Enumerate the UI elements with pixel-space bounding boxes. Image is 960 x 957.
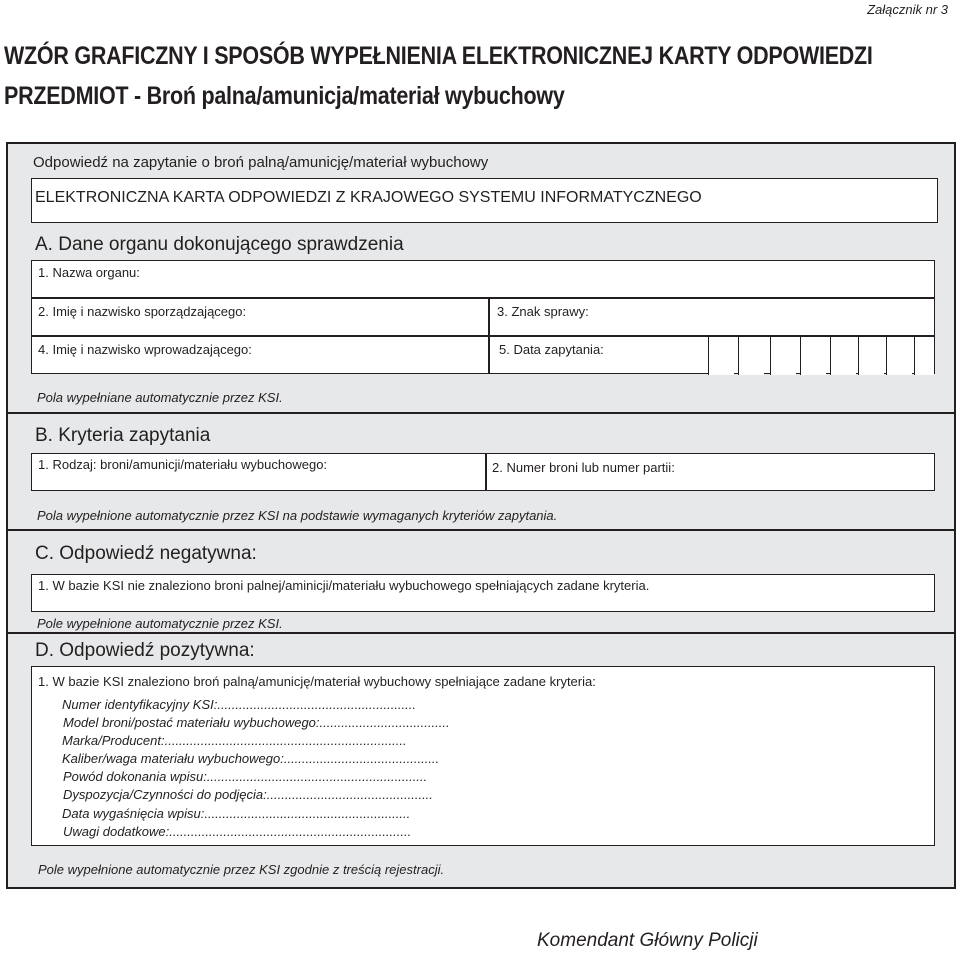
detail-brand: Marka/Producent:...................................................................	[62, 733, 407, 748]
detail-caliber: Kaliber/waga materiału wybuchowego:...........................................	[62, 751, 440, 766]
section-d-title: D. Odpowiedź pozytywna:	[35, 640, 255, 661]
serial-number-label: 2. Numer broni lub numer partii:	[492, 460, 675, 475]
date-cell[interactable]	[708, 337, 734, 375]
detail-disposition: Dyspozycja/Czynności do podjęcia:..............................................	[63, 787, 433, 802]
section-divider	[8, 412, 954, 414]
annex-label: Załącznik nr 3	[867, 2, 948, 17]
response-card-form	[6, 142, 956, 889]
section-divider	[8, 632, 954, 634]
query-date-label: 5. Data zapytania:	[499, 342, 604, 357]
page-subtitle: PRZEDMIOT - Broń palna/amunicja/materiał wybuchowy	[4, 82, 565, 110]
section-b-title: B. Kryteria zapytania	[35, 425, 211, 446]
date-cell[interactable]	[800, 337, 826, 375]
detail-model: Model broni/postać materiału wybuchowego:....................................	[63, 715, 450, 730]
detail-ksi-id: Numer identyfikacyjny KSI:.......................................................	[62, 697, 416, 712]
detail-reason: Powód dokonania wpisu:.............................................................	[63, 769, 428, 784]
date-cell[interactable]	[858, 337, 884, 375]
section-c-note: Pole wypełnione automatycznie przez KSI.	[37, 616, 283, 631]
organ-name-label: 1. Nazwa organu:	[38, 265, 140, 280]
positive-response-text: 1. W bazie KSI znaleziono broń palną/amunicję/materiał wybuchowy spełniające zadane kryteria:	[38, 674, 596, 689]
detail-expiry: Data wygaśnięcia wpisu:.........................................................	[62, 806, 411, 821]
page-title: WZÓR GRAFICZNY I SPOSÓB WYPEŁNIENIA ELEKTRONICZNEJ KARTY ODPOWIEDZI	[4, 42, 873, 70]
negative-response-text: 1. W bazie KSI nie znaleziono broni palnej/aminicji/materiału wybuchowego spełniających zadane kryteria.	[38, 578, 650, 593]
date-cell[interactable]	[738, 337, 764, 375]
item-type-label: 1. Rodzaj: broni/amunicji/materiału wybuchowego:	[38, 457, 328, 472]
date-cell[interactable]	[886, 337, 912, 375]
entered-by-label: 4. Imię i nazwisko wprowadzającego:	[38, 342, 252, 357]
signature: Komendant Główny Policji	[537, 930, 758, 951]
section-a-note: Pola wypełniane automatycznie przez KSI.	[37, 390, 283, 405]
date-cell[interactable]	[830, 337, 856, 375]
section-divider	[8, 529, 954, 531]
date-cell[interactable]	[770, 337, 796, 375]
section-a-title: A. Dane organu dokonującego sprawdzenia	[35, 234, 404, 255]
detail-remarks: Uwagi dodatkowe:...................................................................	[63, 824, 412, 839]
form-heading: Odpowiedź na zapytanie o broń palną/amunicję/materiał wybuchowy	[33, 154, 489, 171]
organ-name-field[interactable]	[31, 260, 935, 298]
section-d-note: Pole wypełnione automatycznie przez KSI zgodnie z treścią rejestracji.	[38, 862, 445, 877]
section-b-note: Pola wypełnione automatycznie przez KSI na podstawie wymaganych kryteriów zapytania.	[37, 508, 558, 523]
date-cell[interactable]	[914, 337, 934, 375]
card-title-box	[31, 178, 938, 223]
card-title: ELEKTRONICZNA KARTA ODPOWIEDZI Z KRAJOWEGO SYSTEMU INFORMATYCZNEGO	[35, 189, 702, 206]
author-name-label: 2. Imię i nazwisko sporządzającego:	[38, 304, 247, 319]
section-c-title: C. Odpowiedź negatywna:	[35, 543, 257, 564]
case-number-label: 3. Znak sprawy:	[497, 304, 589, 319]
